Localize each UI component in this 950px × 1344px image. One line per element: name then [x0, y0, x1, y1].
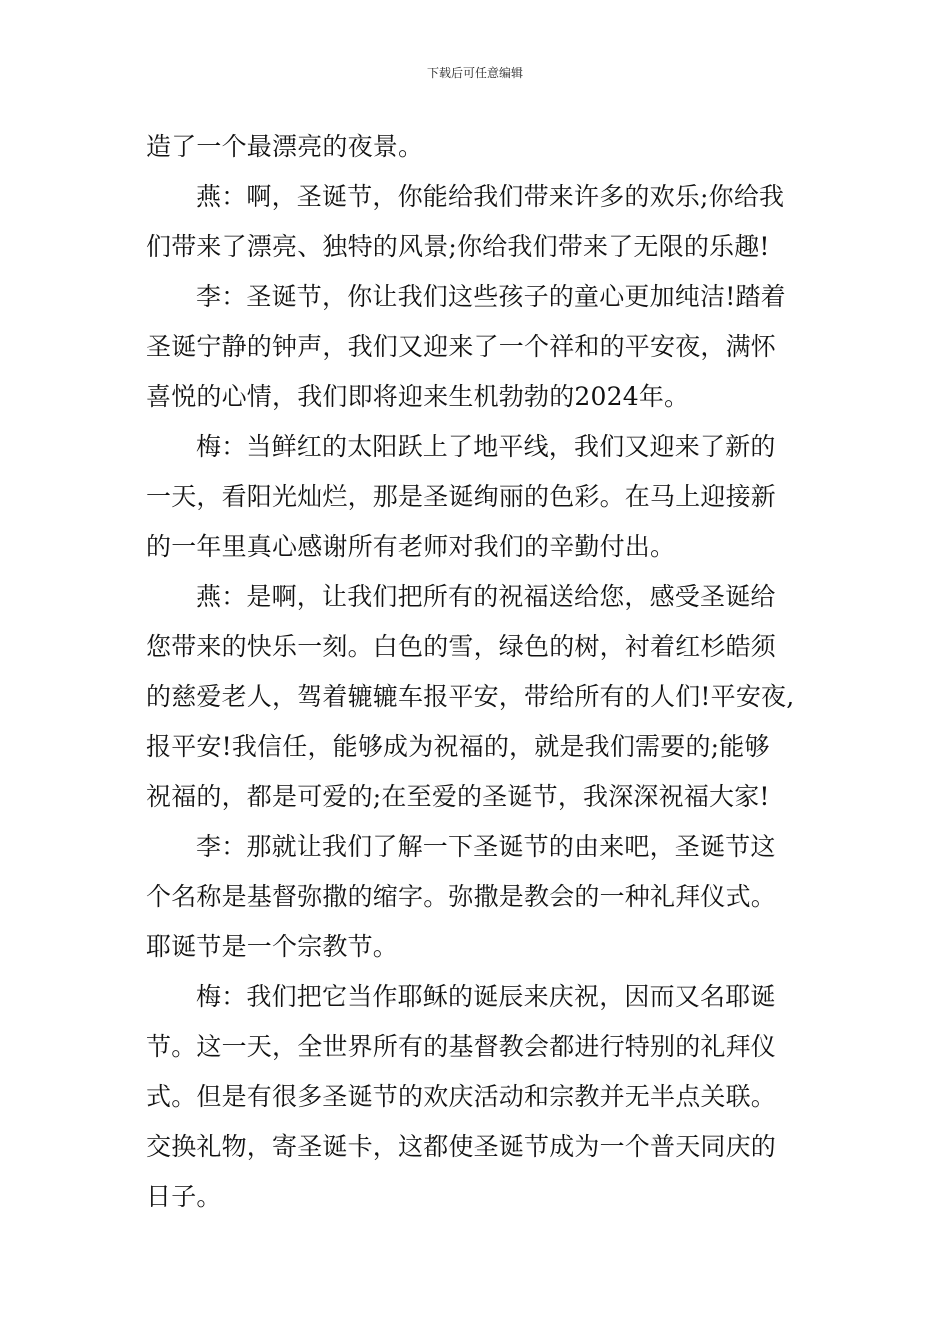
text-line: 交换礼物，寄圣诞卡，这都使圣诞节成为一个普天同庆的 — [146, 1132, 777, 1161]
text-line: 日子。 — [146, 1182, 222, 1211]
paragraph-start-line: 梅：我们把它当作耶稣的诞辰来庆祝，因而又名耶诞 — [196, 982, 776, 1011]
text-line: 节。这一天，全世界所有的基督教会都进行特别的礼拜仪 — [146, 1032, 777, 1061]
text-line: 个名称是基督弥撒的缩字。弥撒是教会的一种礼拜仪式。 — [146, 882, 777, 911]
paragraph-start-line: 李：那就让我们了解一下圣诞节的由来吧，圣诞节这 — [196, 832, 776, 861]
text-line: 圣诞宁静的钟声，我们又迎来了一个祥和的平安夜，满怀 — [146, 332, 777, 361]
text-line: 一天，看阳光灿烂，那是圣诞绚丽的色彩。在马上迎接新 — [146, 482, 777, 511]
paragraph-start-line: 燕：啊，圣诞节，你能给我们带来许多的欢乐;你给我 — [196, 182, 785, 211]
paragraph-start-line: 梅：当鲜红的太阳跃上了地平线，我们又迎来了新的 — [196, 432, 776, 461]
page-header: 下载后可任意编辑 — [426, 66, 523, 80]
text-line: 的慈爱老人，驾着辘辘车报平安，带给所有的人们!平安夜, — [146, 682, 795, 711]
text-line: 耶诞节是一个宗教节。 — [146, 932, 399, 961]
text-line: 喜悦的心情，我们即将迎来生机勃勃的2024年。 — [146, 382, 690, 411]
text-line: 们带来了漂亮、独特的风景;你给我们带来了无限的乐趣! — [146, 232, 770, 261]
paragraph-start-line: 燕：是啊，让我们把所有的祝福送给您，感受圣诞给 — [196, 582, 776, 611]
text-line: 的一年里真心感谢所有老师对我们的辛勤付出。 — [146, 532, 676, 561]
text-line: 祝福的，都是可爱的;在至爱的圣诞节，我深深祝福大家! — [146, 782, 770, 811]
text-line: 式。但是有很多圣诞节的欢庆活动和宗教并无半点关联。 — [146, 1082, 777, 1111]
text-line: 造了一个最漂亮的夜景。 — [146, 132, 424, 161]
paragraph-start-line: 李：圣诞节，你让我们这些孩子的童心更加纯洁!踏着 — [196, 282, 786, 311]
text-line: 报平安!我信任，能够成为祝福的，就是我们需要的;能够 — [146, 732, 770, 761]
text-line: 您带来的快乐一刻。白色的雪，绿色的树，衬着红杉皓须 — [146, 632, 777, 661]
document-body — [146, 122, 826, 1222]
